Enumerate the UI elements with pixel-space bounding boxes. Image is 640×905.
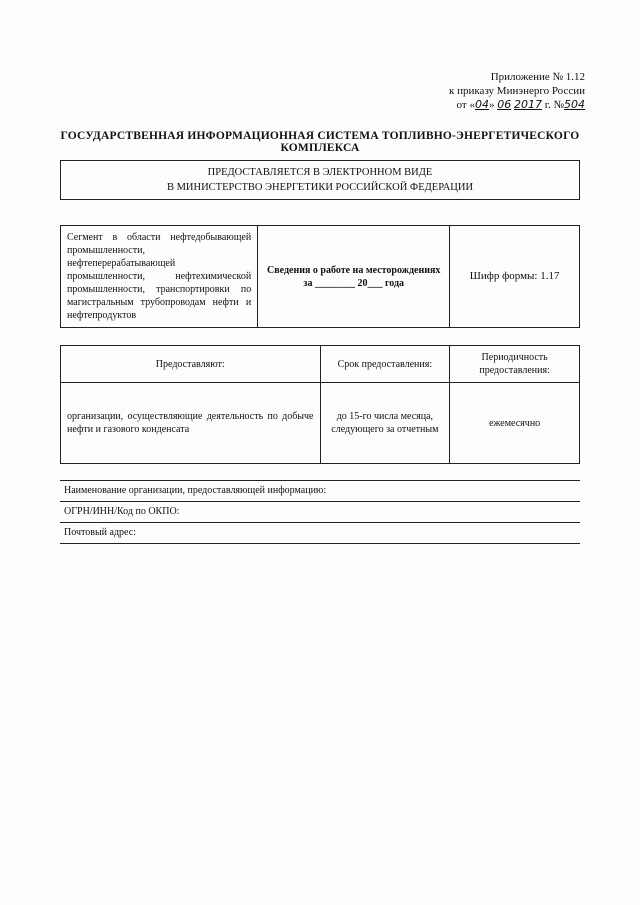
header-deadline: Срок предоставления: <box>320 346 450 383</box>
date-year-sep: » <box>488 99 498 111</box>
organization-block <box>60 480 580 544</box>
report-title-cell: Сведения о работе на месторождениях за ________ 20___ года <box>258 226 450 328</box>
form-header-table <box>60 225 580 328</box>
value-providers: организации, осуществляющие деятельность по добыче нефти и газового конденсата <box>61 383 321 464</box>
number-prefix: г. № <box>541 99 564 111</box>
header-providers: Предоставляют: <box>61 346 321 383</box>
appendix-header <box>335 70 585 112</box>
org-name-line: Наименование организации, предоставляющей информацию: <box>60 481 580 502</box>
handwritten-year: 2017 <box>513 98 542 111</box>
handwritten-month: 06 <box>497 98 512 111</box>
submission-box <box>60 160 580 200</box>
handwritten-number: 504 <box>564 98 585 111</box>
date-prefix: от « <box>456 99 475 111</box>
value-deadline: до 15-го числа месяца, следующего за отчетным <box>320 383 450 464</box>
segment-cell: Сегмент в области нефтедобывающей промышленности, нефтеперерабатывающей промышленности, нефтехимической промышленности, транспортировки по магистральным трубопроводам нефти и нефтепродуктов <box>61 226 258 328</box>
appendix-date-line <box>335 98 585 112</box>
appendix-line-1: Приложение № 1.12 <box>490 71 585 83</box>
value-frequency: ежемесячно <box>450 383 580 464</box>
submission-line-2: В МИНИСТЕРСТВО ЭНЕРГЕТИКИ РОССИЙСКОЙ ФЕДЕРАЦИИ <box>166 182 474 193</box>
org-address-line: Почтовый адрес: <box>60 523 580 544</box>
handwritten-day: 04 <box>474 98 489 111</box>
header-frequency: Периодичность предоставления: <box>450 346 580 383</box>
delivery-table <box>60 345 580 464</box>
submission-line-1: ПРЕДОСТАВЛЯЕТСЯ В ЭЛЕКТРОННОМ ВИДЕ <box>207 167 433 178</box>
appendix-line-2: к приказу Минэнерго России <box>449 85 585 97</box>
org-ogrn-line: ОГРН/ИНН/Код по ОКПО: <box>60 502 580 523</box>
form-code-cell: Шифр формы: 1.17 <box>450 226 580 328</box>
document-title: ГОСУДАРСТВЕННАЯ ИНФОРМАЦИОННАЯ СИСТЕМА ТОПЛИВНО-ЭНЕРГЕТИЧЕСКОГО КОМПЛЕКСА <box>60 130 580 154</box>
